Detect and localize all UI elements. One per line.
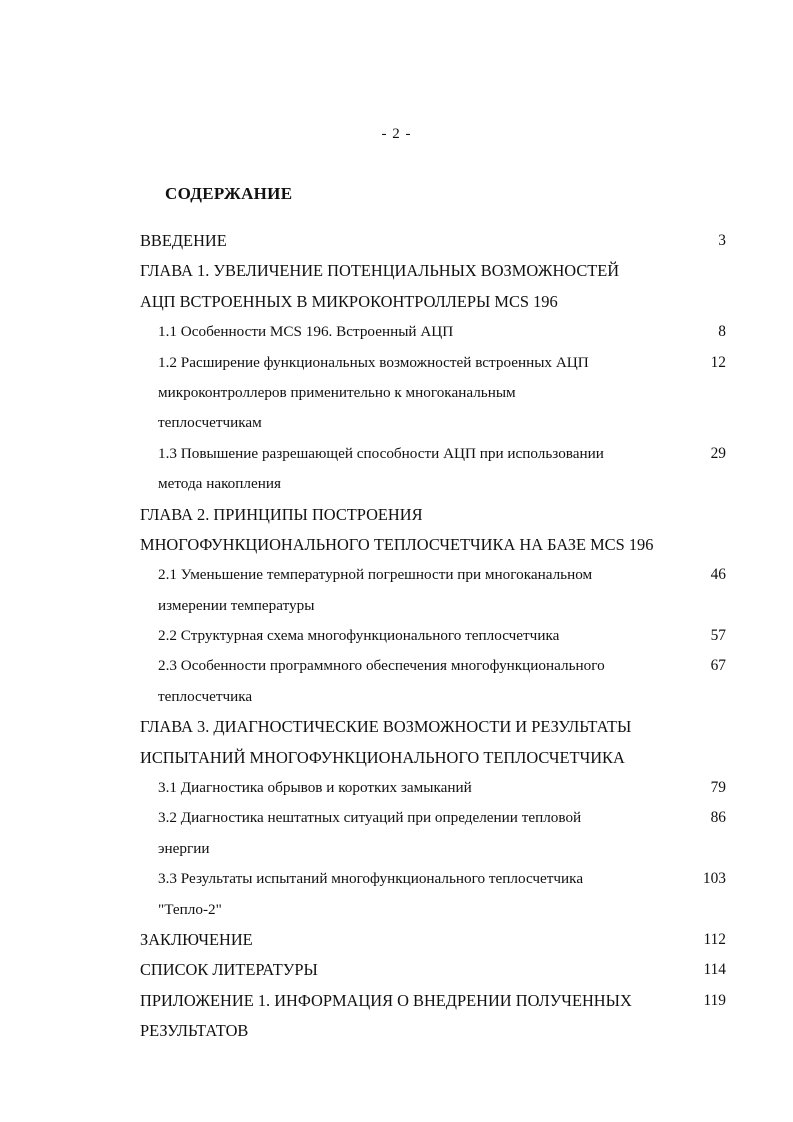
- toc-entry-line: [0, 226, 793, 256]
- toc-entry-text: СПИСОК ЛИТЕРАТУРЫ: [140, 960, 318, 980]
- toc-entry-page: 86: [710, 809, 726, 827]
- toc-entry-text: 2.3 Особенности программного обеспечения многофункционального: [158, 657, 605, 675]
- toc-entry-text: метода накопления: [158, 475, 281, 493]
- toc-entry-line: [0, 895, 793, 925]
- toc-entry-page: 29: [710, 444, 726, 462]
- toc-entry-text: теплосчетчикам: [158, 414, 262, 432]
- toc-entry-page: 103: [702, 870, 726, 888]
- toc-entry-line: [0, 317, 793, 347]
- toc-entry-text: 3.3 Результаты испытаний многофункционального теплосчетчика: [158, 870, 584, 888]
- toc-entry-page: 67: [710, 657, 726, 675]
- toc-entry-line: [0, 803, 793, 833]
- table-of-contents: [0, 226, 793, 1047]
- toc-title: СОДЕРЖАНИЕ: [165, 184, 293, 203]
- toc-entry-page: 112: [703, 930, 726, 948]
- toc-entry-text: МНОГОФУНКЦИОНАЛЬНОГО ТЕПЛОСЧЕТЧИКА НА БАЗЕ MCS 196: [140, 534, 654, 554]
- toc-entry-page: 46: [710, 566, 726, 584]
- toc-entry-text: ИСПЫТАНИЙ МНОГОФУНКЦИОНАЛЬНОГО ТЕПЛОСЧЕТЧИКА: [140, 747, 625, 767]
- toc-entry-text: 2.2 Структурная схема многофункционального теплосчетчика: [158, 627, 560, 645]
- toc-entry-line: [0, 712, 793, 742]
- toc-entry-line: [0, 591, 793, 621]
- toc-entry-text: ПРИЛОЖЕНИЕ 1. ИНФОРМАЦИЯ О ВНЕДРЕНИИ ПОЛУЧЕННЫХ: [140, 990, 632, 1010]
- toc-entry-page: 57: [710, 627, 726, 645]
- toc-entry-text: ГЛАВА 1. УВЕЛИЧЕНИЕ ПОТЕНЦИАЛЬНЫХ ВОЗМОЖНОСТЕЙ: [140, 261, 620, 281]
- toc-entry-page: 119: [703, 991, 726, 1009]
- toc-entry-text: АЦП ВСТРОЕННЫХ В МИКРОКОНТРОЛЛЕРЫ MCS 196: [140, 291, 558, 311]
- toc-entry-page: 114: [703, 961, 726, 979]
- toc-entry-line: [0, 287, 793, 317]
- toc-entry-page: 12: [710, 353, 726, 371]
- toc-entry-text: энергии: [158, 839, 210, 857]
- toc-entry-line: [0, 621, 793, 651]
- toc-entry-line: [0, 408, 793, 438]
- toc-entry-line: [0, 560, 793, 590]
- toc-entry-page: 3: [718, 232, 726, 249]
- toc-entry-line: [0, 469, 793, 499]
- toc-entry-line: [0, 986, 793, 1016]
- toc-entry-line: [0, 256, 793, 286]
- toc-entry-line: [0, 682, 793, 712]
- toc-entry-text: ГЛАВА 2. ПРИНЦИПЫ ПОСТРОЕНИЯ: [140, 504, 423, 524]
- toc-entry-text: 1.1 Особенности MCS 196. Встроенный АЦП: [158, 323, 454, 341]
- toc-entry-text: 3.2 Диагностика нештатных ситуаций при определении тепловой: [158, 809, 582, 827]
- toc-entry-text: РЕЗУЛЬТАТОВ: [140, 1021, 249, 1041]
- toc-entry-line: [0, 530, 793, 560]
- toc-entry-line: [0, 834, 793, 864]
- toc-entry-page: 79: [710, 779, 726, 797]
- toc-entry-line: [0, 743, 793, 773]
- toc-entry-text: ВВЕДЕНИЕ: [140, 231, 227, 250]
- toc-entry-text: 3.1 Диагностика обрывов и коротких замыканий: [158, 779, 472, 797]
- toc-entry-line: [0, 955, 793, 985]
- toc-entry-text: ЗАКЛЮЧЕНИЕ: [140, 929, 253, 949]
- toc-entry-line: [0, 864, 793, 894]
- toc-entry-line: [0, 651, 793, 681]
- toc-entry-text: "Тепло-2": [158, 900, 222, 918]
- toc-entry-line: [0, 925, 793, 955]
- toc-entry-text: измерении температуры: [158, 596, 315, 614]
- toc-entry-page: 8: [718, 323, 726, 341]
- toc-entry-text: 1.2 Расширение функциональных возможностей встроенных АЦП: [158, 353, 589, 371]
- toc-entry-text: 1.3 Повышение разрешающей способности АЦП при использовании: [158, 444, 604, 462]
- page-number: - 2 -: [381, 126, 412, 142]
- toc-entry-line: [0, 1016, 793, 1046]
- toc-entry-text: 2.1 Уменьшение температурной погрешности при многоканальном: [158, 566, 593, 584]
- toc-entry-text: ГЛАВА 3. ДИАГНОСТИЧЕСКИЕ ВОЗМОЖНОСТИ И РЕЗУЛЬТАТЫ: [140, 717, 632, 737]
- toc-entry-line: [0, 439, 793, 469]
- toc-entry-text: теплосчетчика: [158, 687, 253, 705]
- toc-entry-line: [0, 348, 793, 378]
- toc-entry-line: [0, 773, 793, 803]
- toc-entry-line: [0, 500, 793, 530]
- toc-entry-text: микроконтроллеров применительно к многоканальным: [158, 383, 516, 401]
- toc-entry-line: [0, 378, 793, 408]
